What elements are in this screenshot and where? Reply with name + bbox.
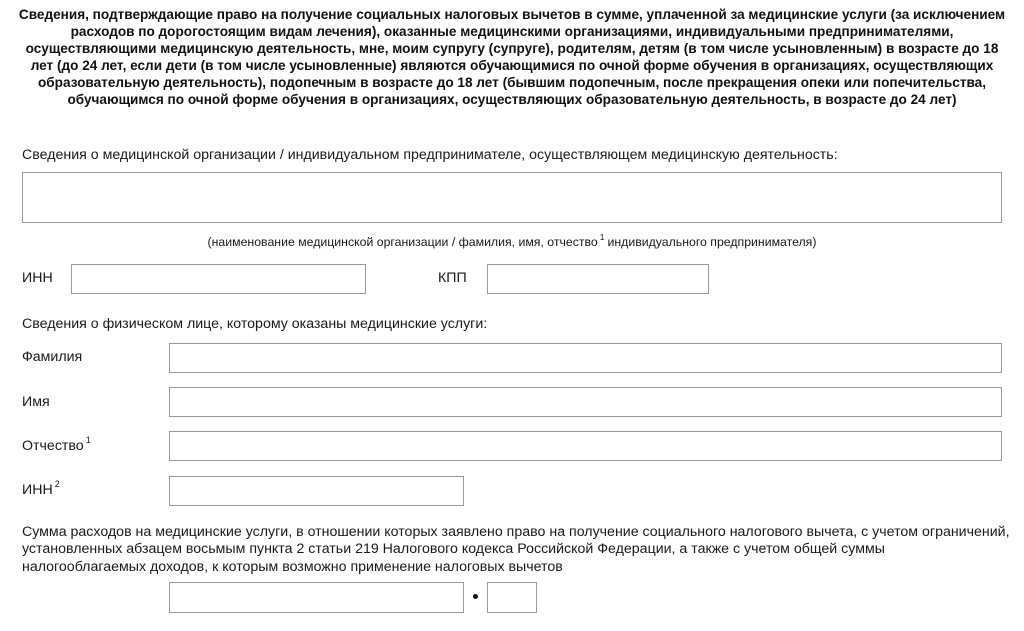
expense-kopecks-field[interactable] [487, 582, 537, 613]
person-inn-label-text: ИНН [22, 482, 53, 498]
expense-amount-field[interactable] [169, 582, 464, 613]
org-kpp-field[interactable] [487, 264, 709, 294]
name-label: Имя [22, 394, 50, 410]
footnote-mark: 1 [85, 435, 91, 445]
person-inn-label [22, 479, 60, 500]
org-name-caption-text-end: индивидуального предпринимателя) [607, 235, 817, 249]
surname-field[interactable] [169, 343, 1002, 373]
patronymic-label-text: Отчество [22, 438, 84, 454]
decimal-separator [473, 594, 478, 599]
org-kpp-label: КПП [438, 270, 467, 286]
surname-label: Фамилия [22, 349, 83, 365]
org-inn-field[interactable] [71, 264, 366, 294]
expense-description: Сумма расходов на медицинские услуги, в отношении которых заявлено право на получение социального налогового вычета, с учетом ограничений, установленных абзацем восьмым пункта 2 статьи 219 Налогового кодекса Российской Федерации, а также с учетом общей суммы налогооблагаемых доходов, к которым возможно применение налоговых вычетов [22, 524, 1010, 575]
patronymic-label [22, 435, 91, 456]
person-inn-field[interactable] [169, 476, 464, 506]
patronymic-field[interactable] [169, 431, 1002, 461]
name-field[interactable] [169, 387, 1002, 417]
org-section-label: Сведения о медицинской организации / индивидуальном предпринимателе, осуществляющем медицинскую деятельность: [22, 147, 838, 163]
org-inn-label: ИНН [22, 270, 53, 286]
form-heading: Сведения, подтверждающие право на получение социальных налоговых вычетов в сумме, уплаченной за медицинские услуги (за исключением расходов по дорогостоящим видам лечения), оказанные медицинскими организациями, индивидуальными предпринимателями, осуществляющими медицинскую деятельность, мне, моим супругу (супруге), родителям, детям (в том числе усыновленным) в возрасте до 18 лет (до 24 лет, если дети (в том числе усыновленные) являются обучающимися по очной форме обучения в организациях, осуществляющих образовательную деятельность), подопечным в возрасте до 18 лет (бывшим подопечным, после прекращения опеки или попечительства, обучающимся по очной форме обучения в организациях, осуществляющих образовательную деятельность, в возрасте до 24 лет) [18, 7, 1006, 108]
org-name-field[interactable] [22, 172, 1002, 223]
footnote-mark: 1 [599, 232, 605, 242]
org-name-caption [0, 232, 1024, 251]
person-section-label: Сведения о физическом лице, которому оказаны медицинские услуги: [22, 316, 488, 332]
footnote-mark: 2 [54, 479, 60, 489]
org-name-caption-text: (наименование медицинской организации / фамилия, имя, отчество [207, 235, 598, 249]
